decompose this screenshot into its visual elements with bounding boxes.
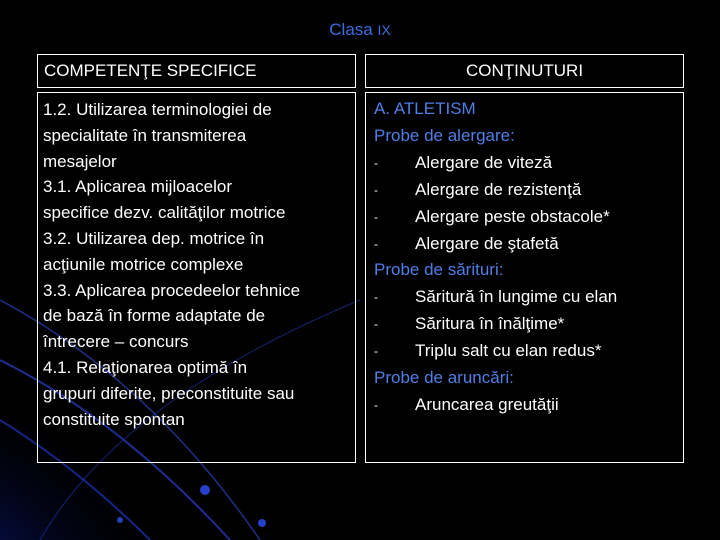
bullet-dash: - [374,182,378,197]
list-item-text: Săritură în lungime cu elan [415,287,618,307]
competency-line: 3.2. Utilizarea dep. motrice în [43,228,265,248]
list-item [374,177,675,204]
list-item-text: Săritura în înălţime* [415,314,565,334]
list-item-text: Alergare de rezistenţă [415,179,582,199]
list-item [374,338,675,365]
list-item-text: Alergare de ştafetă [415,233,559,253]
competency-line: de bază în forme adaptate de [43,306,266,326]
bullet-dash: - [374,236,378,251]
competency-line: mesajelor [43,151,117,171]
competency-line: 1.2. Utilizarea terminologiei de [43,100,272,119]
competency-line: constituite spontan [43,409,185,429]
list-item [374,392,675,419]
group-heading-running: Probe de alergare: [374,125,515,145]
section-title: A. ATLETISM [374,99,476,118]
bullet-dash: - [374,209,378,224]
bullet-dash: - [374,317,378,332]
competency-line: 3.1. Aplicarea mijloacelor [43,177,232,197]
competency-line: specifice dezv. calităţilor motrice [43,203,286,223]
contents-list [365,92,684,463]
slide-title [0,20,720,40]
competency-line: 3.3. Aplicarea procedeelor tehnice [43,280,301,300]
competencies-header: COMPETENŢE SPECIFICE [37,54,356,88]
competency-line: acţiunile motrice complexe [43,254,244,274]
bullet-dash: - [374,344,378,359]
competency-line: întrecere – concurs [43,332,189,352]
slide-title-text: Clasa [329,20,378,39]
competencies-list [37,92,356,463]
bullet-dash: - [374,290,378,305]
contents-header: CONŢINUTURI [365,54,684,88]
list-item [374,311,675,338]
bullet-dash: - [374,397,378,412]
list-item [374,150,675,177]
slide-title-grade: IX [377,22,391,38]
list-item-text: Alergare peste obstacole* [415,206,610,226]
list-item [374,284,675,311]
list-item [374,204,675,231]
competency-line: 4.1. Relaţionarea optimă în [43,357,248,377]
competency-line: specialitate în transmiterea [43,125,247,145]
list-item-text: Aruncarea greutăţii [415,394,559,414]
list-item-text: Alergare de viteză [415,152,553,172]
list-item-text: Triplu salt cu elan redus* [415,341,602,361]
bullet-dash: - [374,155,378,170]
group-heading-throws: Probe de aruncări: [374,368,514,388]
competency-line: grupuri diferite, preconstituite sau [43,383,295,403]
group-heading-jumps: Probe de sărituri: [374,260,504,280]
list-item [374,231,675,258]
